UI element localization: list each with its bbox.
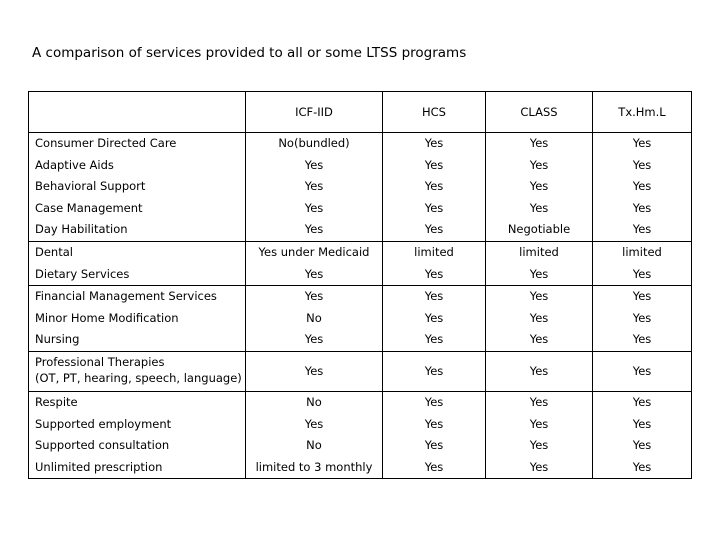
service-label: Dental bbox=[35, 244, 73, 259]
header-class: CLASS bbox=[486, 92, 593, 133]
cell-value: Negotiable bbox=[507, 222, 571, 237]
txhml-cell bbox=[593, 391, 692, 478]
cell-value: Yes bbox=[529, 289, 549, 304]
class-cell bbox=[486, 351, 593, 391]
cell-value: Yes bbox=[424, 438, 444, 453]
cell-value: Yes bbox=[424, 266, 444, 281]
cell-value: No bbox=[306, 310, 322, 325]
cell-value: Yes bbox=[529, 416, 549, 431]
cell-value: Yes bbox=[304, 289, 324, 304]
cell-value: Yes bbox=[304, 266, 324, 281]
hcs-cell bbox=[383, 391, 486, 478]
service-label: Case Management bbox=[35, 200, 143, 215]
cell-value: Yes bbox=[632, 289, 652, 304]
hcs-cell bbox=[383, 133, 486, 242]
cell-value: Yes bbox=[529, 438, 549, 453]
cell-value: Yes bbox=[424, 222, 444, 237]
service-label-line: (OT, PT, hearing, speech, language) bbox=[35, 370, 242, 385]
service-label: Day Habilitation bbox=[35, 222, 128, 237]
table-row-group bbox=[29, 133, 692, 242]
service-label-line: Professional Therapies bbox=[35, 354, 165, 369]
service-label-cell bbox=[29, 351, 246, 391]
txhml-cell bbox=[593, 241, 692, 285]
service-label: Behavioral Support bbox=[35, 179, 146, 194]
service-label-cell bbox=[29, 391, 246, 478]
service-label: Consumer Directed Care bbox=[35, 136, 177, 150]
class-cell bbox=[486, 391, 593, 478]
cell-value: limited bbox=[519, 244, 559, 259]
icf-iid-cell bbox=[246, 133, 383, 242]
cell-value: Yes bbox=[424, 289, 444, 304]
header-txhml: Tx.Hm.L bbox=[593, 92, 692, 133]
cell-value: limited bbox=[622, 244, 662, 259]
cell-value: Yes bbox=[529, 179, 549, 194]
service-label: Unlimited prescription bbox=[35, 459, 163, 474]
cell-value: Yes bbox=[529, 136, 549, 150]
cell-value: Yes bbox=[529, 332, 549, 347]
cell-value: No(bundled) bbox=[278, 136, 350, 150]
cell-value: Yes bbox=[632, 157, 652, 172]
cell-value: Yes bbox=[424, 459, 444, 474]
cell-value: Yes bbox=[304, 222, 324, 237]
service-label: Adaptive Aids bbox=[35, 157, 114, 172]
icf-iid-cell bbox=[246, 241, 383, 285]
cell-value: Yes bbox=[424, 157, 444, 172]
cell-value: Yes bbox=[424, 363, 444, 378]
cell-value: Yes under Medicaid bbox=[258, 244, 370, 259]
icf-iid-cell bbox=[246, 391, 383, 478]
cell-value: Yes bbox=[529, 459, 549, 474]
service-label: Supported employment bbox=[35, 416, 172, 431]
hcs-cell bbox=[383, 241, 486, 285]
cell-value: No bbox=[306, 438, 322, 453]
cell-value: limited to 3 monthly bbox=[255, 459, 373, 474]
cell-value: Yes bbox=[632, 394, 652, 409]
cell-value: Yes bbox=[632, 200, 652, 215]
txhml-cell bbox=[593, 133, 692, 242]
header-icf-iid: ICF-IID bbox=[246, 92, 383, 133]
cell-value: Yes bbox=[424, 310, 444, 325]
service-label-cell bbox=[29, 241, 246, 285]
cell-value: Yes bbox=[632, 459, 652, 474]
cell-value: Yes bbox=[632, 136, 652, 150]
table-row-group bbox=[29, 241, 692, 285]
page-title: A comparison of services provided to all or some LTSS programs bbox=[32, 45, 467, 61]
header-corner bbox=[29, 92, 246, 133]
cell-value: Yes bbox=[632, 222, 652, 237]
service-label: Minor Home Modification bbox=[35, 310, 179, 325]
service-label: Financial Management Services bbox=[35, 289, 217, 304]
cell-value: Yes bbox=[529, 200, 549, 215]
cell-value: limited bbox=[414, 244, 454, 259]
table-row-group bbox=[29, 286, 692, 352]
cell-value: Yes bbox=[424, 136, 444, 150]
service-label: Supported consultation bbox=[35, 438, 170, 453]
cell-value: Yes bbox=[632, 363, 652, 378]
cell-value: Yes bbox=[304, 157, 324, 172]
cell-value: Yes bbox=[632, 310, 652, 325]
service-label-cell bbox=[29, 286, 246, 352]
comparison-table bbox=[28, 91, 692, 479]
txhml-cell bbox=[593, 286, 692, 352]
class-cell bbox=[486, 133, 593, 242]
cell-value: Yes bbox=[424, 416, 444, 431]
cell-value: Yes bbox=[424, 394, 444, 409]
cell-value: Yes bbox=[632, 416, 652, 431]
service-label bbox=[35, 352, 245, 391]
service-label: Dietary Services bbox=[35, 266, 130, 281]
header-row bbox=[29, 92, 692, 133]
table-row-group bbox=[29, 351, 692, 391]
cell-value: Yes bbox=[529, 394, 549, 409]
cell-value: Yes bbox=[632, 266, 652, 281]
class-cell bbox=[486, 286, 593, 352]
cell-value: Yes bbox=[304, 332, 324, 347]
cell-value: Yes bbox=[304, 200, 324, 215]
service-label: Nursing bbox=[35, 332, 80, 347]
cell-value: Yes bbox=[529, 266, 549, 281]
txhml-cell bbox=[593, 351, 692, 391]
table-row-group bbox=[29, 391, 692, 478]
header-hcs: HCS bbox=[383, 92, 486, 133]
cell-value: Yes bbox=[424, 332, 444, 347]
cell-value: Yes bbox=[632, 179, 652, 194]
cell-value: Yes bbox=[529, 157, 549, 172]
cell-value: Yes bbox=[529, 310, 549, 325]
cell-value: Yes bbox=[424, 200, 444, 215]
icf-iid-cell bbox=[246, 351, 383, 391]
cell-value: Yes bbox=[529, 363, 549, 378]
cell-value: Yes bbox=[424, 179, 444, 194]
hcs-cell bbox=[383, 351, 486, 391]
cell-value: Yes bbox=[632, 438, 652, 453]
icf-iid-cell bbox=[246, 286, 383, 352]
cell-value: Yes bbox=[304, 179, 324, 194]
cell-value: No bbox=[306, 394, 322, 409]
hcs-cell bbox=[383, 286, 486, 352]
cell-value: Yes bbox=[632, 332, 652, 347]
cell-value: Yes bbox=[304, 363, 324, 378]
class-cell bbox=[486, 241, 593, 285]
service-label-cell bbox=[29, 133, 246, 242]
cell-value: Yes bbox=[304, 416, 324, 431]
service-label: Respite bbox=[35, 394, 78, 409]
